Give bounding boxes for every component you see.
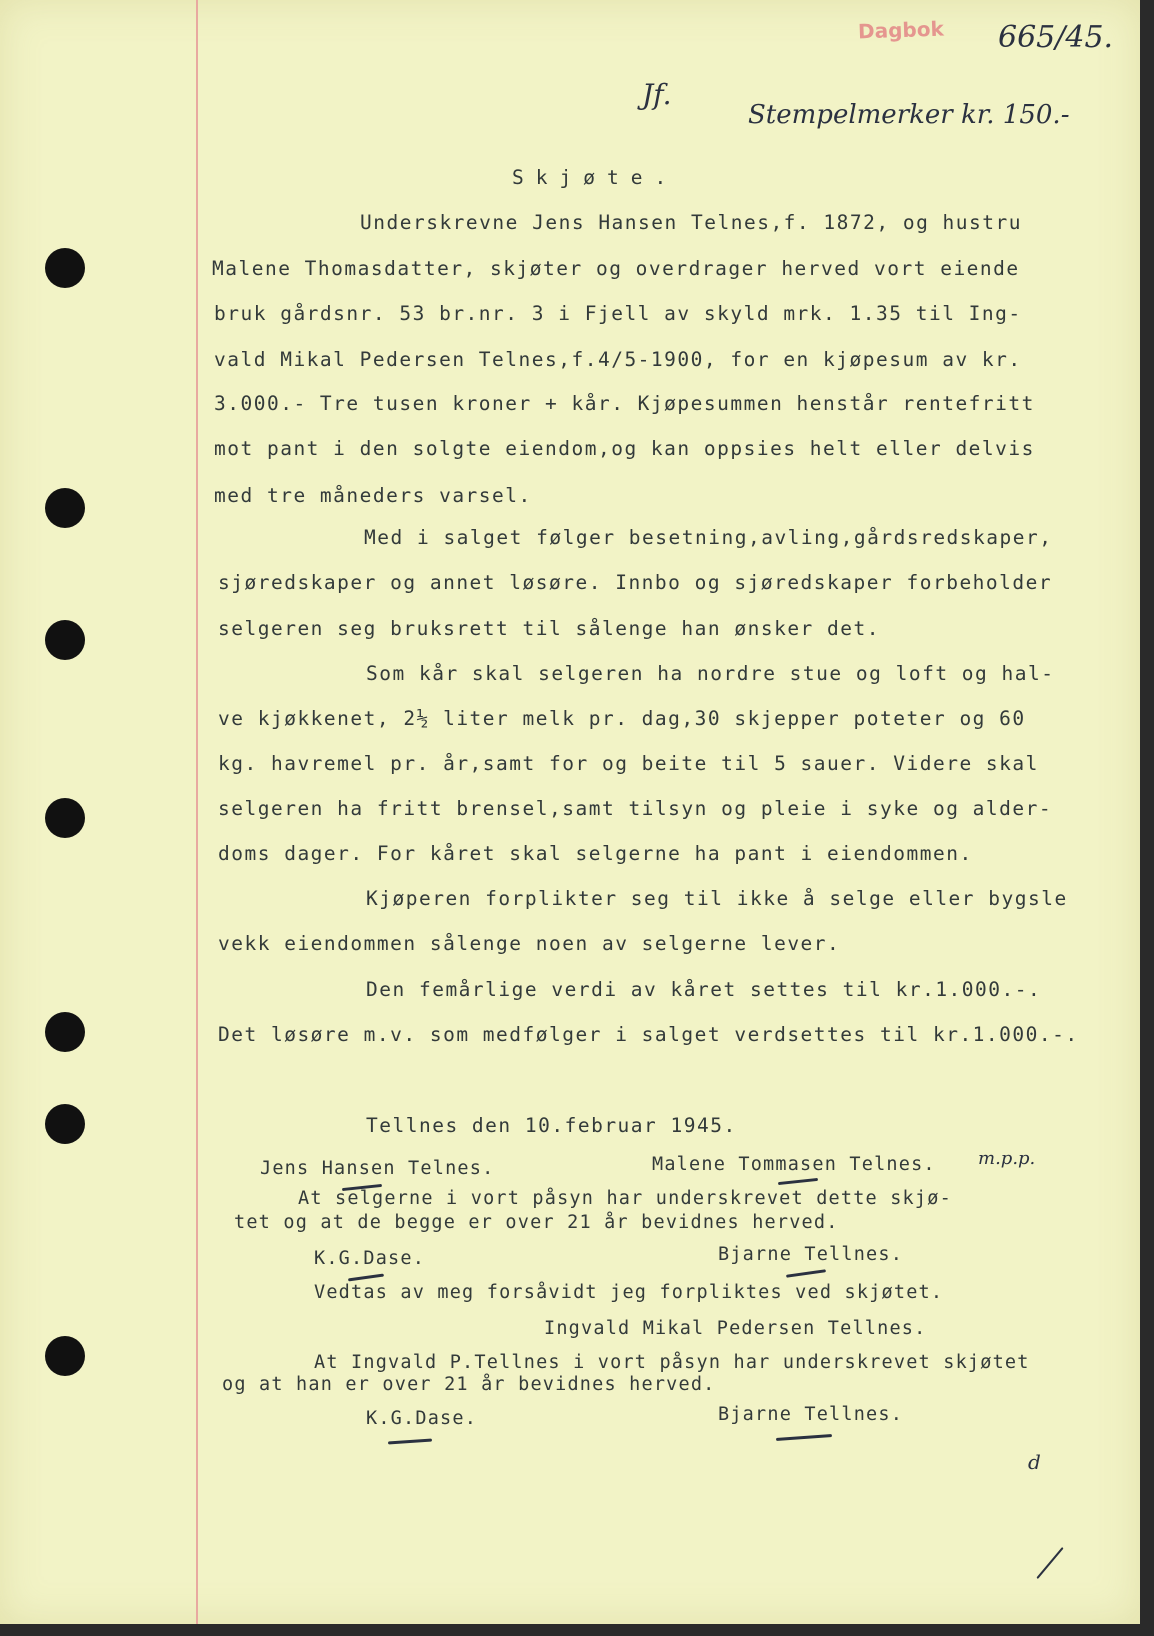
signature-mark	[776, 1434, 832, 1441]
handwritten-initial: Jf.	[642, 78, 672, 111]
punch-hole	[45, 248, 85, 288]
body-line: Med i salget følger besetning,avling,gårdsredskaper,	[364, 526, 1053, 549]
signature-mark	[348, 1274, 384, 1282]
witness1-name: K.G.Dase.	[314, 1248, 426, 1269]
pencil-stroke	[1036, 1547, 1063, 1579]
body-line: 3.000.- Tre tusen kroner + kår. Kjøpesummen henstår rentefritt	[214, 392, 1035, 415]
witness-text: At Ingvald P.Tellnes i vort påsyn har underskrevet skjøtet	[314, 1352, 1030, 1373]
body-line: mot pant i den solgte eiendom,og kan oppsies helt eller delvis	[214, 437, 1035, 460]
signature-mark	[388, 1438, 432, 1444]
witness-text: At selgerne i vort påsyn har underskrevet dette skjø-	[298, 1188, 952, 1209]
signature-mark	[786, 1269, 826, 1278]
body-line: med tre måneders varsel.	[214, 484, 532, 507]
signature-mark	[778, 1178, 818, 1185]
margin-rule	[196, 0, 198, 1624]
body-line: Som kår skal selgeren ha nordre stue og loft og hal-	[366, 662, 1055, 685]
seller2-name: Malene Tommasen Telnes.	[652, 1154, 936, 1175]
punch-hole	[45, 1012, 85, 1052]
body-line: doms dager. For kåret skal selgerne ha pant i eiendommen.	[218, 842, 973, 865]
body-line: selgeren seg bruksrett til sålenge han ønsker det.	[218, 617, 880, 640]
witness-text: og at han er over 21 år bevidnes herved.	[222, 1374, 716, 1395]
seller1-name: Jens Hansen Telnes.	[260, 1158, 495, 1179]
body-line: Malene Thomasdatter, skjøter og overdrager herved vort eiende	[212, 257, 1020, 280]
body-line: Underskrevne Jens Hansen Telnes,f. 1872, og hustru	[360, 211, 1022, 234]
body-line: Kjøperen forplikter seg til ikke å selge eller bygsle	[366, 887, 1068, 910]
body-line: vald Mikal Pedersen Telnes,f.4/5-1900, for en kjøpesum av kr.	[214, 348, 1022, 371]
buyer-name: Ingvald Mikal Pedersen Tellnes.	[544, 1318, 927, 1339]
dagbok-stamp: Dagbok	[857, 16, 945, 44]
seller2-note: m.p.p.	[978, 1148, 1036, 1169]
acceptance-text: Vedtas av meg forsåvidt jeg forpliktes ved skjøtet.	[314, 1282, 944, 1303]
document-title: Skjøte.	[512, 166, 679, 189]
body-line: Det løsøre m.v. som medfølger i salget verdsettes til kr.1.000.-.	[218, 1023, 1079, 1046]
witness4-name: Bjarne Tellnes.	[718, 1404, 904, 1425]
witness2-name: Bjarne Tellnes.	[718, 1244, 904, 1265]
punch-hole	[45, 798, 85, 838]
body-line: bruk gårdsnr. 53 br.nr. 3 i Fjell av skyld mrk. 1.35 til Ing-	[214, 302, 1022, 325]
witness3-name: K.G.Dase.	[366, 1408, 478, 1429]
place-date: Tellnes den 10.februar 1945.	[366, 1114, 737, 1137]
punch-hole	[45, 488, 85, 528]
punch-hole	[45, 1336, 85, 1376]
body-line: vekk eiendommen sålenge noen av selgerne lever.	[218, 932, 841, 955]
body-line: Den femårlige verdi av kåret settes til kr.1.000.-.	[366, 978, 1042, 1001]
corner-mark: d	[1028, 1450, 1041, 1474]
body-line: sjøredskaper og annet løsøre. Innbo og sjøredskaper forbeholder	[218, 571, 1053, 594]
punch-hole	[45, 1104, 85, 1144]
body-line: ve kjøkkenet, 2½ liter melk pr. dag,30 skjepper poteter og 60	[218, 707, 1026, 730]
witness-text: tet og at de begge er over 21 år bevidnes herved.	[234, 1212, 839, 1233]
stamp-duty-note: Stempelmerker kr. 150.-	[748, 100, 1070, 130]
punch-hole	[45, 620, 85, 660]
body-line: kg. havremel pr. år,samt for og beite til 5 sauer. Videre skal	[218, 752, 1039, 775]
body-line: selgeren ha fritt brensel,samt tilsyn og pleie i syke og alder-	[218, 797, 1053, 820]
record-number: 665/45.	[998, 20, 1114, 55]
